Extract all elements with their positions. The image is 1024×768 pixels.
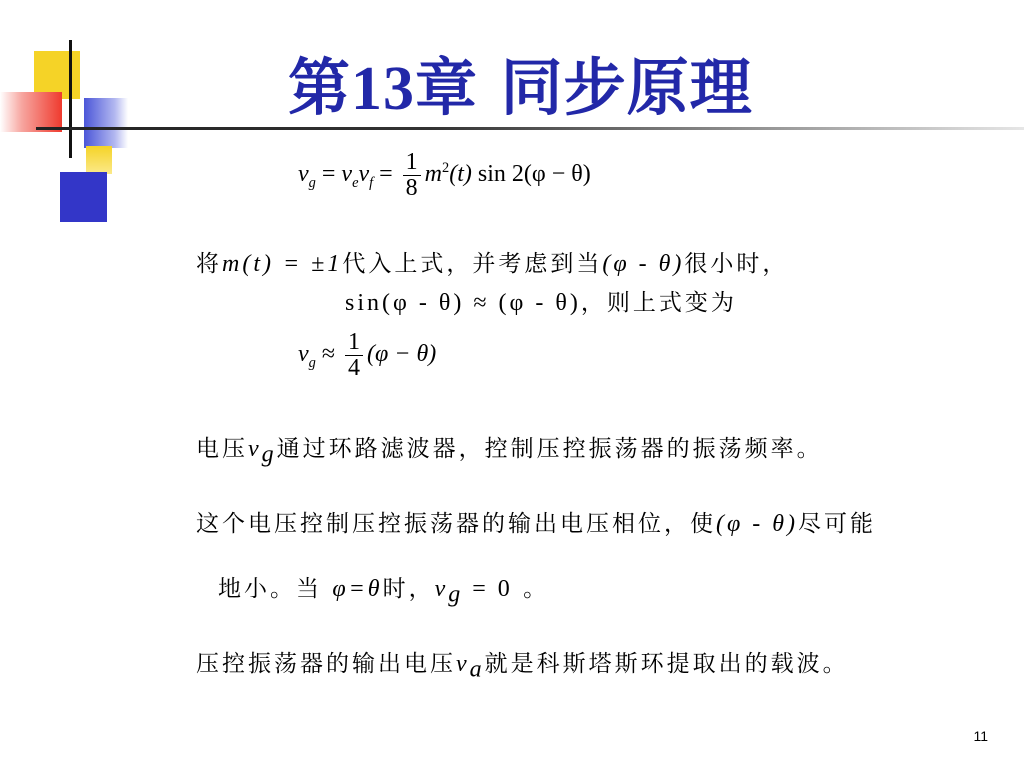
- p6-a: 压控振荡器的输出电压: [196, 651, 456, 677]
- p1-b: 代入上式，并考虑到当: [342, 251, 603, 277]
- eq1-frac-num: 1: [403, 150, 421, 176]
- eq1-ve: v: [341, 161, 353, 188]
- p5-sub: g: [448, 581, 464, 608]
- decor-vertical-line: [69, 40, 72, 158]
- p1-a: 将: [196, 251, 222, 277]
- eq1-frac-den: 8: [405, 175, 418, 202]
- p4-math: (φ - θ): [716, 511, 799, 537]
- decor-small-yellow-square: [86, 146, 112, 174]
- eq2-lhs-var: v: [298, 341, 309, 368]
- p5-a: 地小。当: [218, 576, 333, 602]
- title-number: 13: [351, 55, 416, 123]
- title-underline: [36, 127, 1024, 130]
- p4-b: 尽可能: [798, 511, 877, 537]
- equation-1: [298, 150, 591, 201]
- eq2-lhs-sub: g: [308, 355, 316, 371]
- p4-a: 这个电压控制压控振荡器的输出电压相位，使: [196, 511, 716, 537]
- paragraph-1: [196, 245, 788, 278]
- p3-var: v: [248, 436, 262, 462]
- slide-title: [288, 38, 753, 124]
- eq1-equals: =: [321, 161, 336, 188]
- paragraph-5: [218, 570, 549, 609]
- p5-math2: = 0: [463, 576, 513, 602]
- equation-2: [298, 330, 436, 381]
- eq1-lhs-var: v: [298, 161, 309, 188]
- p6-sub: a: [469, 656, 485, 683]
- paragraph-3: [196, 430, 823, 469]
- page-number: 11: [973, 728, 988, 744]
- eq1-vf: v: [358, 161, 370, 188]
- p6-b: 就是科斯塔斯环提取出的载波。: [484, 651, 849, 677]
- eq1-vf-sub: f: [369, 175, 374, 191]
- p3-sub: g: [261, 441, 277, 468]
- p1-math: m(t) = ±1: [222, 251, 343, 277]
- p3-b: 通过环路滤波器，控制压控振荡器的振荡频率。: [276, 436, 823, 462]
- p5-c: 。: [512, 576, 550, 602]
- eq2-approx: ≈: [321, 341, 336, 368]
- eq1-fraction: [403, 150, 421, 201]
- decor-light-blue-square: [84, 98, 128, 148]
- eq1-equals-2: =: [379, 161, 393, 188]
- p5-b: 时，: [382, 576, 435, 602]
- p2-math: sin(φ - θ) ≈ (φ - θ): [345, 290, 581, 316]
- eq2-frac-num: 1: [345, 330, 363, 356]
- eq1-t: (t): [449, 161, 472, 188]
- eq1-sin: sin 2(φ − θ): [471, 161, 591, 188]
- p2-b: ，则上式变为: [580, 290, 737, 316]
- eq1-lhs-sub: g: [308, 175, 316, 191]
- eq2-frac-den: 4: [348, 355, 361, 382]
- eq2-rhs: (φ − θ): [367, 341, 437, 368]
- p1-c: 很小时，: [684, 251, 789, 277]
- paragraph-6: [196, 645, 849, 684]
- p3-a: 电压: [196, 436, 248, 462]
- p5-math: φ=θ: [332, 576, 383, 602]
- decor-red-square: [0, 92, 62, 132]
- p5-var: v: [434, 576, 449, 602]
- title-suffix: 章 同步原理: [415, 51, 753, 124]
- eq2-fraction: [345, 330, 363, 381]
- p6-var: v: [456, 651, 470, 677]
- title-prefix: 第: [288, 51, 352, 124]
- decor-blue-square: [60, 172, 107, 222]
- eq1-m: m: [424, 161, 442, 188]
- paragraph-2: [345, 284, 737, 317]
- paragraph-4: [196, 505, 876, 538]
- p1-math2: (φ - θ): [602, 251, 685, 277]
- eq1-ve-sub: e: [352, 175, 359, 191]
- eq1-m-sup: 2: [442, 160, 450, 177]
